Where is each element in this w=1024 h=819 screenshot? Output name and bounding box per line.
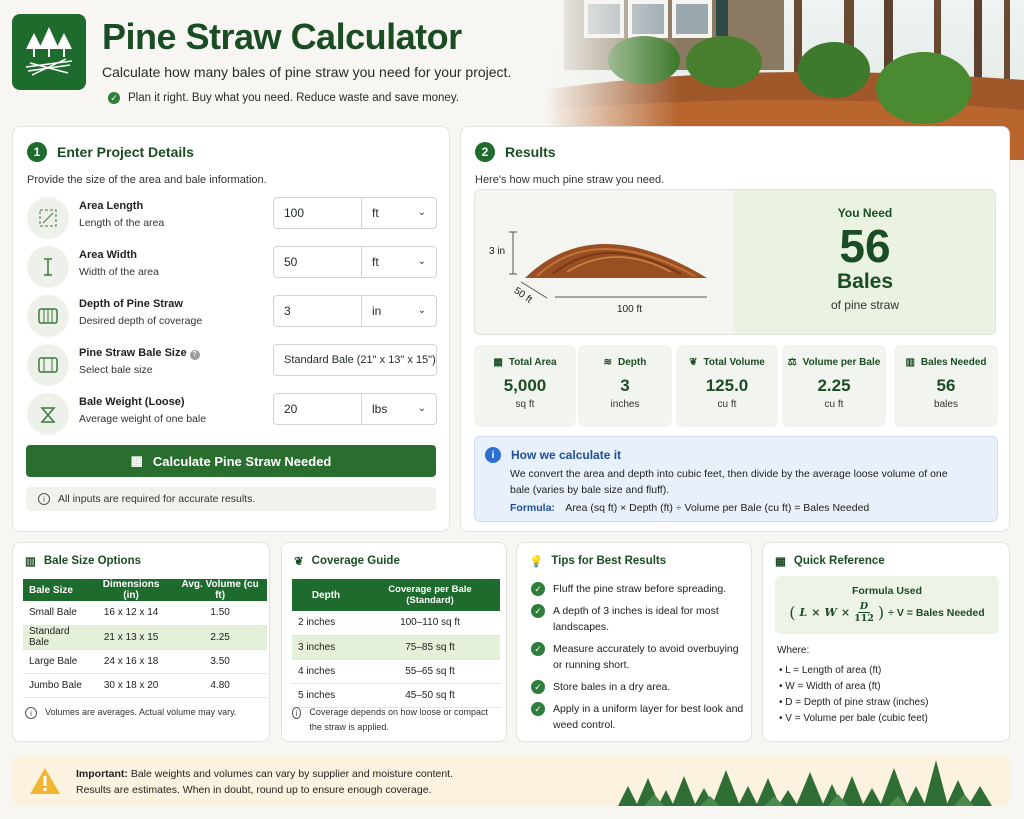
calculator-icon: ▦ <box>775 556 786 568</box>
check-icon: ✓ <box>531 702 545 716</box>
step-number: 2 <box>475 142 495 162</box>
table-row <box>23 601 267 625</box>
forest-silhouette <box>618 756 998 806</box>
field-bale-size <box>27 344 447 388</box>
tip-text: A depth of 3 inches is ideal for most landscapes. <box>553 605 719 633</box>
table-header: Avg. Volume (cu ft) <box>173 579 267 601</box>
chevron-down-icon: ⌄ <box>417 256 426 267</box>
bale-weight-unit-select[interactable] <box>361 393 437 425</box>
table-cell: 16 x 12 x 14 <box>89 601 173 625</box>
check-icon: ✓ <box>531 680 545 694</box>
formula-w: W <box>824 606 837 619</box>
stat-total-area <box>474 345 576 427</box>
list-item-text: L = Length of area (ft) <box>785 665 882 676</box>
tip-item <box>531 679 749 695</box>
important-label: Important: <box>76 768 128 780</box>
lightbulb-icon: 💡 <box>529 556 544 568</box>
stat-total-volume <box>676 345 778 427</box>
step-number: 1 <box>27 142 47 162</box>
info-icon[interactable]: ? <box>190 350 200 360</box>
table-header: Dimensions (in) <box>89 579 173 601</box>
card-title: Results <box>505 144 556 160</box>
list-item-text: V = Volume per bale (cubic feet) <box>785 713 928 724</box>
tip-item <box>531 603 749 635</box>
table-cell: 3.50 <box>173 649 267 673</box>
stat-label: Volume per Bale <box>802 357 881 368</box>
depth-dim-label: 3 in <box>489 246 506 257</box>
bale-size-icon <box>27 344 69 386</box>
field-label: Depth of Pine Straw <box>79 298 183 310</box>
field-hint: Length of the area <box>79 217 165 229</box>
bale-size-card <box>12 542 270 742</box>
field-hint: Select bale size <box>79 364 153 376</box>
results-hero <box>474 189 996 335</box>
list-item-text: W = Width of area (ft) <box>785 681 881 692</box>
field-depth <box>27 295 447 339</box>
bale-size-table <box>23 579 267 698</box>
area-width-input[interactable]: 50 <box>273 246 361 278</box>
table-cell: 30 x 18 x 20 <box>89 673 173 697</box>
table-cell: 24 x 16 x 18 <box>89 649 173 673</box>
note-text: Coverage depends on how loose or compact the straw is applied. <box>309 707 489 732</box>
formula-expression: ( L × W × $\frac{D}{112}$ ) ÷ V = Bales Needed <box>789 601 985 624</box>
tagline <box>108 92 459 104</box>
chevron-down-icon: ⌄ <box>417 305 426 316</box>
table-header: Coverage per Bale (Standard) <box>360 579 500 611</box>
tips-card <box>516 542 752 742</box>
stat-value: 2.25 <box>817 376 851 395</box>
table-row <box>23 673 267 697</box>
leaf-icon: ❦ <box>294 556 304 568</box>
pine-tree-logo-icon <box>20 23 78 81</box>
list-item-text: D = Depth of pine straw (inches) <box>785 697 929 708</box>
area-width-unit-select[interactable] <box>361 246 437 278</box>
depth-input[interactable]: 3 <box>273 295 361 327</box>
calculate-button-label: Calculate Pine Straw Needed <box>152 453 332 469</box>
stat-value: 125.0 <box>705 376 749 395</box>
table-cell: 55–65 sq ft <box>360 659 500 683</box>
quick-reference-card <box>762 542 1010 742</box>
chevron-down-icon: ⌄ <box>417 207 426 218</box>
important-line1: Bale weights and volumes can vary by supplier and moisture content. <box>130 768 454 780</box>
depth-unit-select[interactable] <box>361 295 437 327</box>
inputs-note-text: All inputs are required for accurate results. <box>58 493 256 505</box>
coverage-table <box>292 579 500 708</box>
table-row <box>292 659 500 683</box>
layers-icon: ≋ <box>603 357 613 368</box>
field-label <box>79 347 200 360</box>
formula-tail: ÷ V = Bales Needed <box>888 606 985 619</box>
field-hint: Average weight of one bale <box>79 413 207 425</box>
stat-volume-per-bale <box>782 345 886 427</box>
list-item: • V = Volume per bale (cubic feet) <box>779 713 928 724</box>
stat-label: Depth <box>618 357 647 368</box>
label-text: Pine Straw Bale Size <box>79 347 187 359</box>
stat-value: 5,000 <box>503 376 547 395</box>
area-length-input[interactable]: 100 <box>273 197 361 229</box>
page-title: Pine Straw Calculator <box>102 16 462 57</box>
info-icon: i <box>485 447 501 463</box>
coverage-note <box>292 705 502 735</box>
grid-icon: ▦ <box>493 357 503 368</box>
formula-times: × <box>811 606 821 619</box>
tip-text: Fluff the pine straw before spreading. <box>553 583 727 595</box>
table-cell: 1.50 <box>173 601 267 625</box>
table-cell: 5 inches <box>292 683 360 707</box>
unit-value: in <box>372 304 382 318</box>
table-header: Bale Size <box>23 579 89 601</box>
table-cell: 3 inches <box>292 635 360 659</box>
field-label: Bale Weight (Loose) <box>79 396 185 408</box>
table-cell: Jumbo Bale <box>23 673 89 697</box>
tip-text: Measure accurately to avoid overbuying or running short. <box>553 643 739 671</box>
stat-depth <box>578 345 672 427</box>
card-subtitle: Here's how much pine straw you need. <box>475 174 665 186</box>
card-subtitle: Provide the size of the area and bale information. <box>27 174 267 186</box>
field-area-length <box>27 197 447 241</box>
field-label: Area Length <box>79 200 144 212</box>
stat-bales-needed <box>894 345 998 427</box>
note-text: Volumes are averages. Actual volume may vary. <box>45 707 237 717</box>
table-cell: Large Bale <box>23 649 89 673</box>
check-icon: ✓ <box>531 582 545 596</box>
list-item: • L = Length of area (ft) <box>779 665 882 676</box>
formula-112: 112 <box>854 613 874 624</box>
formula-box <box>775 576 999 634</box>
formula-label: Formula: <box>510 502 555 514</box>
how-we-calculate <box>474 436 998 522</box>
calculator-icon: ▦ <box>130 453 143 468</box>
info-icon: i <box>25 707 37 719</box>
unit-value: ft <box>372 206 379 220</box>
unit-value: lbs <box>372 402 388 416</box>
table-row <box>23 625 267 649</box>
tip-text: Apply in a uniform layer for best look and weed control. <box>553 703 744 731</box>
of-pine-straw-label: of pine straw <box>830 298 900 312</box>
table-cell: 21 x 13 x 15 <box>89 625 173 649</box>
check-icon: ✓ <box>531 604 545 618</box>
unit-value: ft <box>372 255 379 269</box>
tip-item <box>531 641 749 673</box>
bale-size-note <box>25 705 265 720</box>
stat-label: Total Area <box>508 357 557 368</box>
stat-label: Bales Needed <box>920 357 987 368</box>
stat-unit: cu ft <box>824 399 844 410</box>
area-length-icon <box>27 197 69 239</box>
straw-pile-diagram <box>475 190 733 335</box>
table-cell: 4 inches <box>292 659 360 683</box>
table-row <box>23 649 267 673</box>
table-header: Depth <box>292 579 360 611</box>
table-cell: 2.25 <box>173 625 267 649</box>
logo <box>12 14 86 90</box>
formula-title: Formula Used <box>851 585 922 597</box>
bales-count: 56 <box>839 220 891 272</box>
field-bale-weight <box>27 393 447 437</box>
bale-icon: ▥ <box>25 556 36 568</box>
bale-size-select[interactable]: Standard Bale (21" x 13" x 15") <box>273 344 437 376</box>
length-dim-label: 100 ft <box>617 304 643 315</box>
list-item: • D = Depth of pine straw (inches) <box>779 697 929 708</box>
stat-label: Total Volume <box>703 357 765 368</box>
card-title: Coverage Guide <box>311 555 400 567</box>
card-title: Enter Project Details <box>57 144 194 160</box>
card-title: Tips for Best Results <box>551 555 667 567</box>
coverage-card <box>281 542 507 742</box>
chevron-down-icon: ⌄ <box>417 403 426 414</box>
table-cell: 4.80 <box>173 673 267 697</box>
stat-unit: sq ft <box>515 399 535 410</box>
table-cell: 45–50 sq ft <box>360 683 500 707</box>
field-hint: Width of the area <box>79 266 159 278</box>
table-cell: 75–85 sq ft <box>360 635 500 659</box>
scale-icon <box>27 393 69 435</box>
reference-list <box>779 665 928 729</box>
formula-times: × <box>840 606 851 619</box>
where-label: Where: <box>777 645 810 656</box>
tip-item <box>531 581 749 597</box>
tip-text: Store bales in a dry area. <box>553 681 671 693</box>
info-icon: i <box>38 493 50 505</box>
calculate-button[interactable] <box>26 445 436 477</box>
stat-value: 56 <box>936 376 956 395</box>
stat-unit: cu ft <box>717 399 737 410</box>
you-need-panel <box>733 190 996 335</box>
important-banner <box>12 756 1010 806</box>
check-icon: ✓ <box>531 642 545 656</box>
card-title: Quick Reference <box>793 555 885 567</box>
list-item: • W = Width of area (ft) <box>779 681 881 692</box>
card-title: Bale Size Options <box>43 555 142 567</box>
stat-value: 3 <box>620 376 630 395</box>
tip-item <box>531 701 749 733</box>
stat-unit: inches <box>610 399 640 410</box>
bale-weight-input[interactable]: 20 <box>273 393 361 425</box>
how-text: We convert the area and depth into cubic feet, then divide by the average loose volume of one bale (varies by bale size and fluff). <box>510 468 948 496</box>
you-need-label: You Need <box>837 206 893 220</box>
formula-l: L <box>799 606 808 619</box>
table-cell: Small Bale <box>23 601 89 625</box>
tagline-text: Plan it right. Buy what you need. Reduce waste and save money. <box>128 92 459 104</box>
depth-icon <box>27 295 69 337</box>
table-row <box>292 611 500 635</box>
formula-d: D <box>859 601 869 612</box>
table-cell: Standard Bale <box>23 625 89 649</box>
table-cell: 2 inches <box>292 611 360 635</box>
page-subtitle: Calculate how many bales of pine straw you need for your project. <box>102 64 512 80</box>
area-length-unit-select[interactable] <box>361 197 437 229</box>
field-label: Area Width <box>79 249 137 261</box>
scale-icon: ⚖ <box>787 357 797 368</box>
check-icon: ✓ <box>108 92 120 104</box>
field-hint: Desired depth of coverage <box>79 315 203 327</box>
info-icon: i <box>292 707 301 719</box>
bales-label: Bales <box>836 270 894 293</box>
stat-unit: bales <box>934 399 958 410</box>
formula-text: Area (sq ft) × Depth (ft) ÷ Volume per Bale (cu ft) = Bales Needed <box>565 502 870 514</box>
table-row <box>292 683 500 707</box>
table-cell: 100–110 sq ft <box>360 611 500 635</box>
warning-icon <box>28 766 62 796</box>
width-dim-label: 50 ft <box>511 285 534 306</box>
leaf-icon: ❦ <box>689 357 698 368</box>
important-line2: Results are estimates. When in doubt, round up to ensure enough coverage. <box>76 784 432 796</box>
table-row <box>292 635 500 659</box>
inputs-note <box>26 487 436 511</box>
how-title: How we calculate it <box>511 448 622 462</box>
area-width-icon <box>27 246 69 288</box>
field-area-width <box>27 246 447 290</box>
bale-icon: ▥ <box>905 357 915 368</box>
